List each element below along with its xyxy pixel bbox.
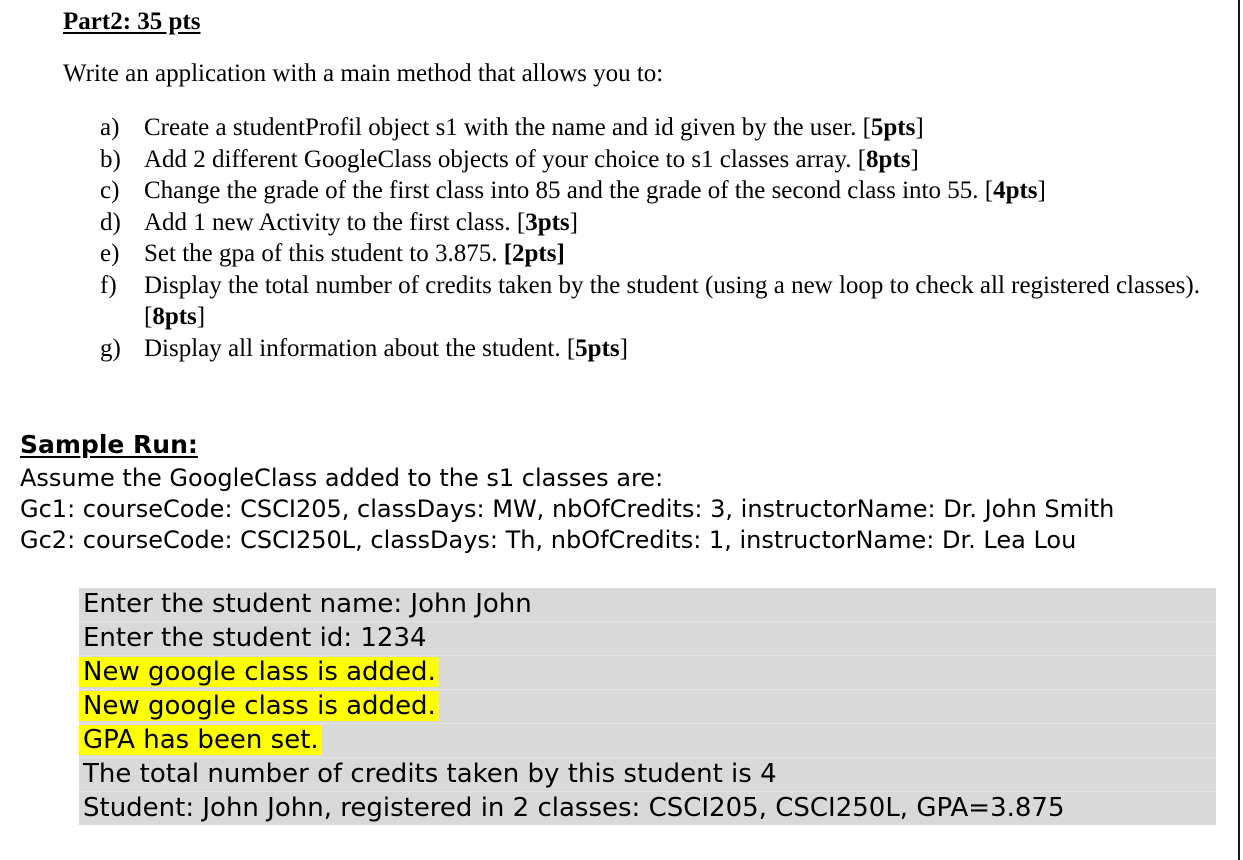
task-close: ] — [1037, 177, 1046, 204]
console-line — [79, 724, 1216, 758]
console-output — [79, 588, 1216, 825]
task-letter: g) — [100, 334, 121, 362]
console-line — [79, 792, 1216, 825]
task-points: 8pts — [866, 145, 911, 173]
task-close: ] — [619, 334, 628, 362]
task-letter: e) — [100, 240, 120, 267]
console-line — [79, 588, 1216, 622]
task-text: Change the grade of the first class into 85 and the grade of the second class into 55. [ — [144, 177, 994, 204]
task-item-a — [100, 112, 1210, 144]
task-points: 3pts — [525, 208, 570, 236]
sample-run-description — [20, 463, 1114, 556]
console-line-text-highlighted: New google class is added. — [79, 657, 439, 687]
task-text: Display the total number of credits taken by the student (using a new loop to check all registered classes). [ — [144, 271, 1200, 330]
task-list — [100, 112, 1210, 364]
task-text: Set the gpa of this student to 3.875. — [144, 240, 504, 267]
console-line-text-highlighted: GPA has been set. — [79, 725, 322, 755]
task-item-e — [100, 238, 1210, 270]
task-item-f — [100, 270, 1210, 333]
task-text: Add 1 new Activity to the first class. [ — [144, 208, 526, 236]
task-close: ] — [910, 145, 919, 173]
task-letter: b) — [100, 145, 121, 173]
console-line-text: The total number of credits taken by this student is 4 — [83, 759, 777, 789]
sample-line: Gc1: courseCode: CSCI205, classDays: MW, nbOfCredits: 3, instructorName: Dr. John Smith — [20, 495, 1115, 523]
task-points: 8pts — [152, 303, 197, 330]
task-letter: f) — [100, 271, 117, 299]
task-letter: d) — [100, 208, 121, 236]
console-line — [79, 758, 1216, 792]
console-line — [79, 622, 1216, 656]
sample-run-heading: Sample Run: — [20, 430, 198, 459]
page-right-border — [1238, 0, 1240, 860]
task-item-b — [100, 144, 1210, 176]
sample-line: Gc2: courseCode: CSCI250L, classDays: Th, nbOfCredits: 1, instructorName: Dr. Lea Lou — [20, 526, 1077, 554]
task-points: 5pts — [575, 334, 620, 362]
console-line-text: Student: John John, registered in 2 classes: CSCI205, CSCI250L, GPA=3.875 — [83, 793, 1065, 823]
task-close: ] — [915, 114, 924, 141]
console-line-text-highlighted: New google class is added. — [79, 691, 439, 721]
task-item-c — [100, 175, 1210, 207]
intro-text: Write an application with a main method that allows you to: — [63, 60, 664, 87]
task-text: Create a studentProfil object s1 with the name and id given by the user. [ — [144, 114, 871, 141]
console-line — [79, 656, 1216, 690]
task-letter: a) — [100, 114, 120, 141]
console-line — [79, 690, 1216, 724]
task-item-g — [100, 333, 1210, 365]
task-close: ] — [569, 208, 578, 236]
task-text: Display all information about the student. [ — [144, 334, 576, 362]
task-points: [2pts] — [503, 240, 565, 267]
task-text: Add 2 different GoogleClass objects of your choice to s1 classes array. [ — [144, 145, 867, 173]
task-item-d — [100, 207, 1210, 239]
task-letter: c) — [100, 177, 120, 204]
part-heading: Part2: 35 pts — [63, 8, 201, 35]
task-points: 4pts — [993, 177, 1038, 204]
console-line-text: Enter the student name: John John — [83, 589, 532, 619]
console-line-text: Enter the student id: 1234 — [83, 623, 427, 653]
task-points: 5pts — [870, 114, 916, 141]
task-close: ] — [196, 303, 206, 330]
sample-line: Assume the GoogleClass added to the s1 classes are: — [20, 464, 664, 492]
